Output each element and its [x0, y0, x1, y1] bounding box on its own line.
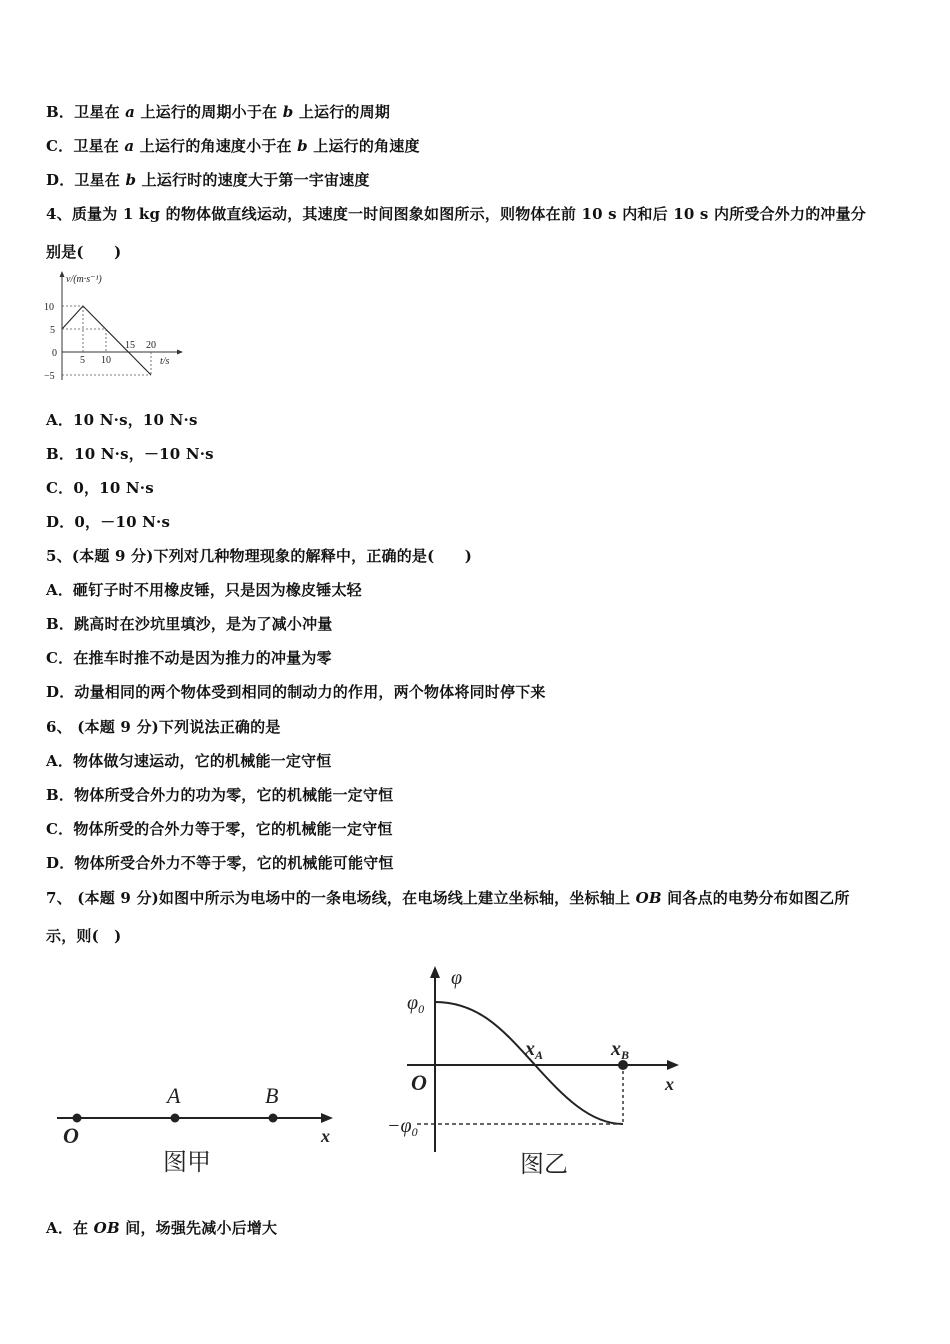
q7-stem-line1: 7、 (本题 9 分)如图中所示为电场中的一条电场线，在电场线上建立坐标轴，坐标轴上 OB 间各点的电势分布如图乙所 [46, 889, 850, 907]
graph-y-tick-0: 0 [52, 348, 57, 359]
q7-figure-a [55, 1075, 355, 1185]
q4-stem-line1: 4、质量为 1 kg 的物体做直线运动，其速度一时间图象如图所示，则物体在前 10 s 内和后 10 s 内所受合外力的冲量分 [46, 205, 866, 223]
q7-stem-line2: 示，则( ) [46, 927, 122, 945]
fig-a-caption: 图甲 [163, 1150, 211, 1176]
fig-b-x-arrow [667, 1060, 679, 1070]
graph-x-tick-10: 10 [101, 355, 111, 366]
fig-b-label-o: O [411, 1070, 427, 1095]
graph-y-arrow [60, 271, 65, 277]
fig-b-y-arrow [430, 966, 440, 978]
fig-a-point-o [73, 1114, 82, 1123]
q4-option-c: C．0，10 N·s [46, 479, 154, 497]
q7-figure-b [385, 962, 695, 1184]
fig-a-arrow [321, 1113, 333, 1123]
q5-option-a: A．砸钉子时不用橡皮锤，只是因为橡皮锤太轻 [46, 581, 362, 599]
q5-option-c: C．在推车时推不动是因为推力的冲量为零 [46, 649, 332, 667]
q7-option-a: A．在 OB 间，场强先减小后增大 [46, 1219, 278, 1237]
q6-option-b: B．物体所受合外力的功为零，它的机械能一定守恒 [46, 786, 394, 804]
fig-b-label-xa: $x_A$ [525, 1038, 544, 1062]
q4-velocity-time-graph [40, 268, 190, 386]
q5-option-d: D．动量相同的两个物体受到相同的制动力的作用，两个物体将同时停下来 [46, 683, 546, 701]
graph-x-label: t/s [160, 356, 170, 367]
fig-a-label-b: B [265, 1083, 279, 1108]
graph-y-tick-neg5: −5 [44, 371, 55, 382]
fig-a-label-o: O [63, 1123, 79, 1148]
graph-x-tick-20: 20 [146, 340, 156, 351]
graph-y-label: v/(m·s⁻¹) [66, 274, 102, 285]
graph-x-arrow [177, 350, 183, 355]
fig-b-label-x: x [665, 1074, 674, 1094]
graph-x-tick-5: 5 [80, 355, 85, 366]
q6-option-d: D．物体所受合外力不等于零，它的机械能可能守恒 [46, 854, 394, 872]
graph-x-tick-15: 15 [125, 340, 135, 351]
fig-b-potential-curve [435, 1002, 623, 1124]
q6-option-a: A．物体做匀速运动，它的机械能一定守恒 [46, 752, 332, 770]
q4-option-d: D．0，－10 N·s [46, 513, 171, 531]
fig-b-caption: 图乙 [520, 1152, 568, 1178]
fig-a-label-a: A [167, 1083, 181, 1108]
q4-option-b: B．10 N·s，－10 N·s [46, 445, 214, 463]
fig-b-label-neg-phi0: $-\varphi_0$ [387, 1115, 418, 1139]
fig-a-point-b [269, 1114, 278, 1123]
q6-stem: 6、 (本题 9 分)下列说法正确的是 [46, 718, 281, 736]
fig-a-point-a [171, 1114, 180, 1123]
graph-y-tick-10: 10 [44, 302, 54, 313]
q3-option-c: C．卫星在 a 上运行的角速度小于在 b 上运行的角速度 [46, 137, 420, 155]
q3-option-d: D．卫星在 b 上运行时的速度大于第一宇宙速度 [46, 171, 370, 189]
graph-y-tick-5: 5 [50, 325, 55, 336]
q6-option-c: C．物体所受的合外力等于零，它的机械能一定守恒 [46, 820, 393, 838]
q3-option-b: B．卫星在 a 上运行的周期小于在 b 上运行的周期 [46, 103, 391, 121]
q4-stem-line2: 别是( ) [46, 243, 122, 261]
q5-option-b: B．跳高时在沙坑里填沙，是为了减小冲量 [46, 615, 333, 633]
fig-b-label-xb: $x_B$ [611, 1038, 630, 1062]
fig-b-label-phi: φ [451, 967, 463, 989]
q4-option-a: A．10 N·s，10 N·s [46, 411, 198, 429]
fig-a-label-x: x [321, 1126, 330, 1146]
fig-b-label-phi0: $\varphi_0$ [407, 992, 425, 1016]
q5-stem: 5、(本题 9 分)下列对几种物理现象的解释中，正确的是( ) [46, 547, 473, 565]
